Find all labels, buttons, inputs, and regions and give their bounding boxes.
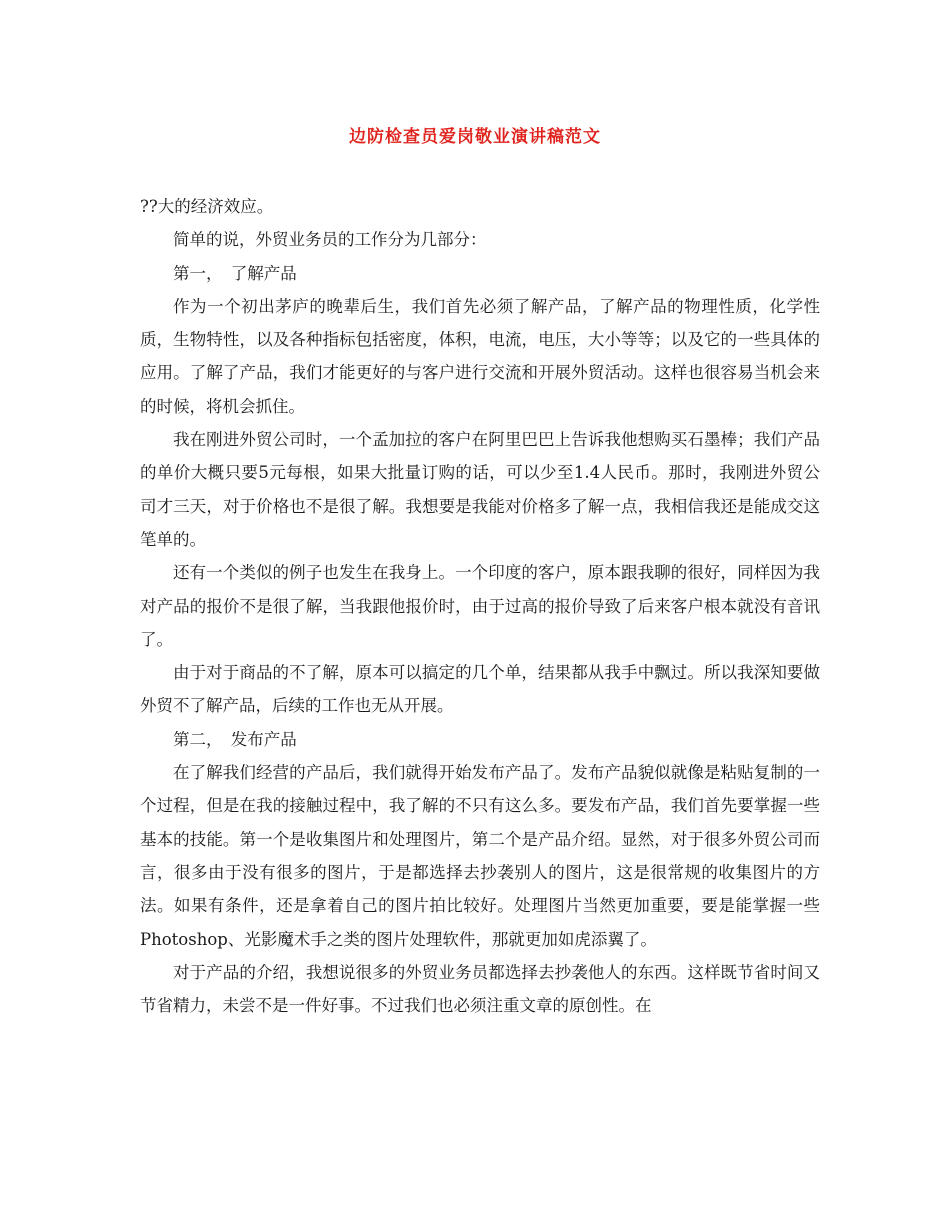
section-heading-2: 第二， 发布产品 bbox=[173, 729, 297, 749]
paragraph: 由于对于商品的不了解，原本可以搞定的几个单，结果都从我手中飘过。所以我深知要做外贸不了解产品，后续的工作也无从开展。 bbox=[140, 663, 820, 716]
paragraph: 还有一个类似的例子也发生在我身上。一个印度的客户，原本跟我聊的很好，同样因为我对产品的报价不是很了解，当我跟他报价时，由于过高的报价导致了后来客户根本就没有音讯了。 bbox=[140, 563, 820, 649]
paragraph: 作为一个初出茅庐的晚辈后生，我们首先必须了解产品，了解产品的物理性质，化学性质，生物特性，以及各种指标包括密度，体积，电流，电压，大小等等；以及它的一些具体的应用。了解了产品，我们才能更好的与客户进行交流和开展外贸活动。这样也很容易当机会来的时候，将机会抓住。 bbox=[140, 296, 820, 416]
paragraph: 在了解我们经营的产品后，我们就得开始发布产品了。发布产品貌似就像是粘贴复制的一个过程，但是在我的接触过程中，我了解的不只有这么多。要发布产品，我们首先要掌握一些基本的技能。第一个是收集图片和处理图片，第二个是产品介绍。显然，对于很多外贸公司而言，很多由于没有很多的图片，于是都选择去抄袭别人的图片，这是很常规的收集图片的方法。如果有条件，还是拿着自己的图片拍比较好。处理图片当然更加重要，要是能掌握一些Photoshop、光影魔术手之类的图片处理软件，那就更加如虎添翼了。 bbox=[140, 763, 820, 949]
section-heading-1: 第一， 了解产品 bbox=[173, 263, 297, 283]
document-body bbox=[140, 190, 820, 1022]
paragraph: 对于产品的介绍，我想说很多的外贸业务员都选择去抄袭他人的东西。这样既节省时间又节省精力，未尝不是一件好事。不过我们也必须注重文章的原创性。在 bbox=[140, 962, 820, 1016]
paragraph-continuation: ??大的经济效应。 bbox=[140, 197, 274, 216]
document-title: 边防检查员爱岗敬业演讲稿范文 bbox=[349, 127, 601, 147]
paragraph-intro: 简单的说，外贸业务员的工作分为几部分： bbox=[173, 230, 487, 250]
paragraph: 我在刚进外贸公司时，一个孟加拉的客户在阿里巴巴上告诉我他想购买石墨棒；我们产品的单价大概只要5元每根，如果大批量订购的话，可以少至1.4人民币。那时，我刚进外贸公司才三天，对于价格也不是很了解。我想要是我能对价格多了解一点，我相信我还是能成交这笔单的。 bbox=[140, 430, 820, 549]
